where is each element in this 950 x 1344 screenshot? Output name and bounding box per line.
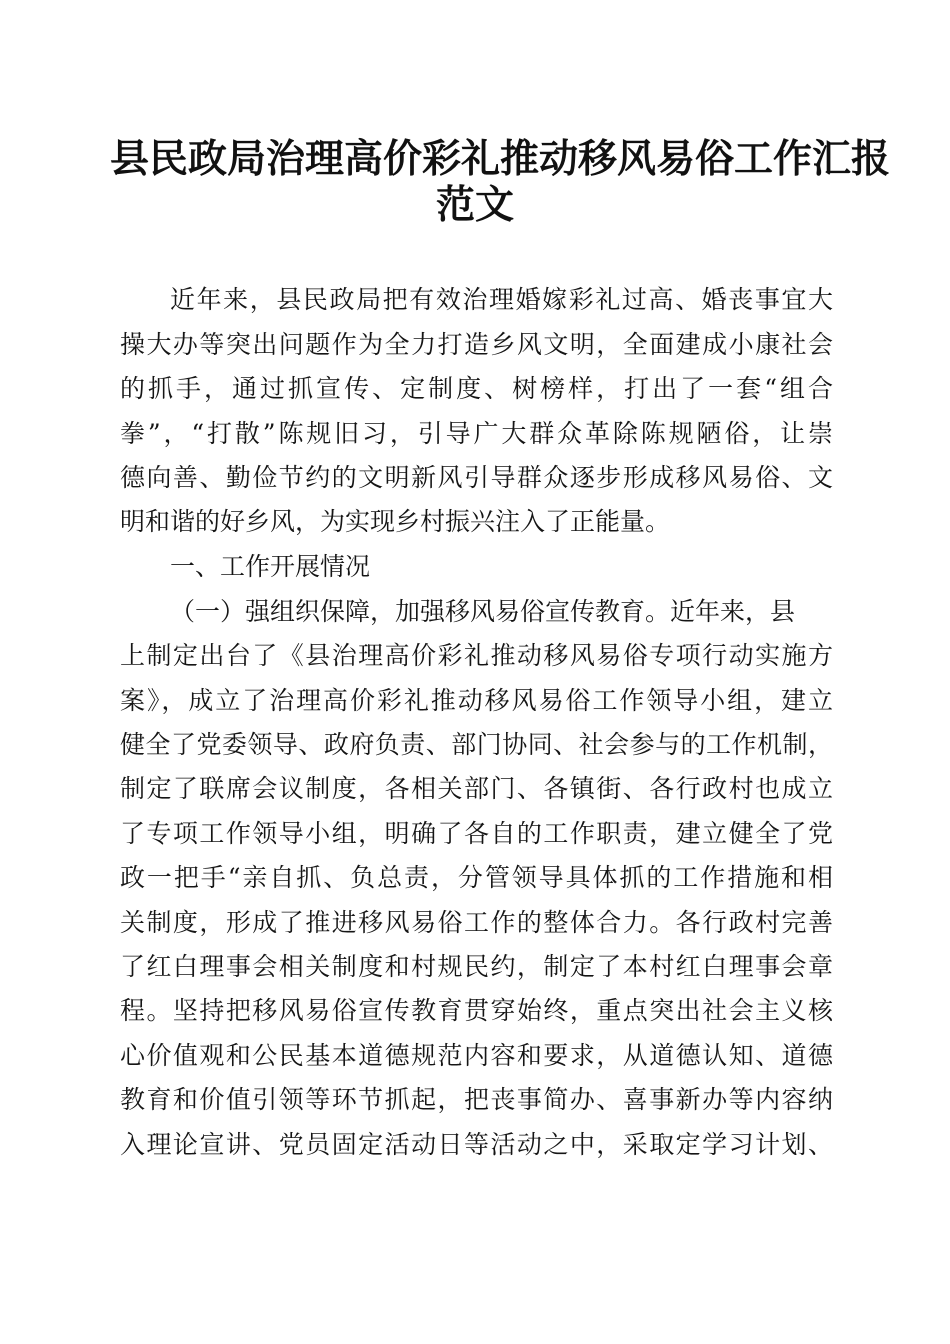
sub1-line: 近年来，县: [670, 597, 796, 626]
intro-line: 明和谐的好乡风，为实现乡村振兴注入了正能量。: [120, 507, 671, 536]
intro-line: 操大办等突出问题作为全力打造乡风文明，全面建成小康社会: [120, 330, 833, 359]
sub1-line: 制定了联席会议制度，各相关部门、各镇街、各行政村也成立: [120, 774, 833, 803]
sub1-line: 了专项工作领导小组，明确了各自的工作职责，建立健全了党: [120, 819, 833, 848]
section-heading: 一、工作开展情况: [170, 552, 371, 581]
document-title-line-1: 县民政局治理高价彩礼推动移风易俗工作汇报: [110, 136, 891, 182]
sub1-line: 入理论宣讲、党员固定活动日等活动之中，采取定学习计划、: [120, 1130, 833, 1159]
sub1-line: 健全了党委领导、政府负责、部门协同、社会参与的工作机制，: [120, 730, 833, 759]
document-title-line-2: 范文: [435, 182, 514, 228]
intro-line: 近年来，县民政局把有效治理婚嫁彩礼过高、婚丧事宜大: [170, 285, 833, 314]
sub1-first-line: [170, 591, 833, 633]
sub1-line: 了红白理事会相关制度和村规民约，制定了本村红白理事会章: [120, 952, 833, 981]
sub1-line: 上制定出台了《县治理高价彩礼推动移风易俗专项行动实施方: [120, 641, 833, 670]
sub1-line: 关制度，形成了推进移风易俗工作的整体合力。各行政村完善: [120, 908, 833, 937]
sub1-line: 程。坚持把移风易俗宣传教育贯穿始终，重点突出社会主义核: [120, 996, 833, 1025]
sub1-line: 案》，成立了治理高价彩礼推动移风易俗工作领导小组，建立: [120, 686, 833, 715]
intro-line: 拳”，“打散”陈规旧习，引导广大群众革除陈规陋俗，让崇: [120, 419, 833, 448]
sub1-line: 政一把手“亲自抓、负总责，分管领导具体抓的工作措施和相: [120, 863, 833, 892]
intro-line: 德向善、勤俭节约的文明新风引导群众逐步形成移风易俗、文: [120, 463, 833, 492]
intro-line: 的抓手，通过抓宣传、定制度、树榜样，打出了一套“组合: [120, 374, 833, 403]
subsection-heading: （一）强组织保障，加强移风易俗宣传教育。: [170, 597, 671, 626]
sub1-line: 心价值观和公民基本道德规范内容和要求，从道德认知、道德: [120, 1041, 833, 1070]
sub1-line: 教育和价值引领等环节抓起，把丧事简办、喜事新办等内容纳: [120, 1085, 833, 1114]
